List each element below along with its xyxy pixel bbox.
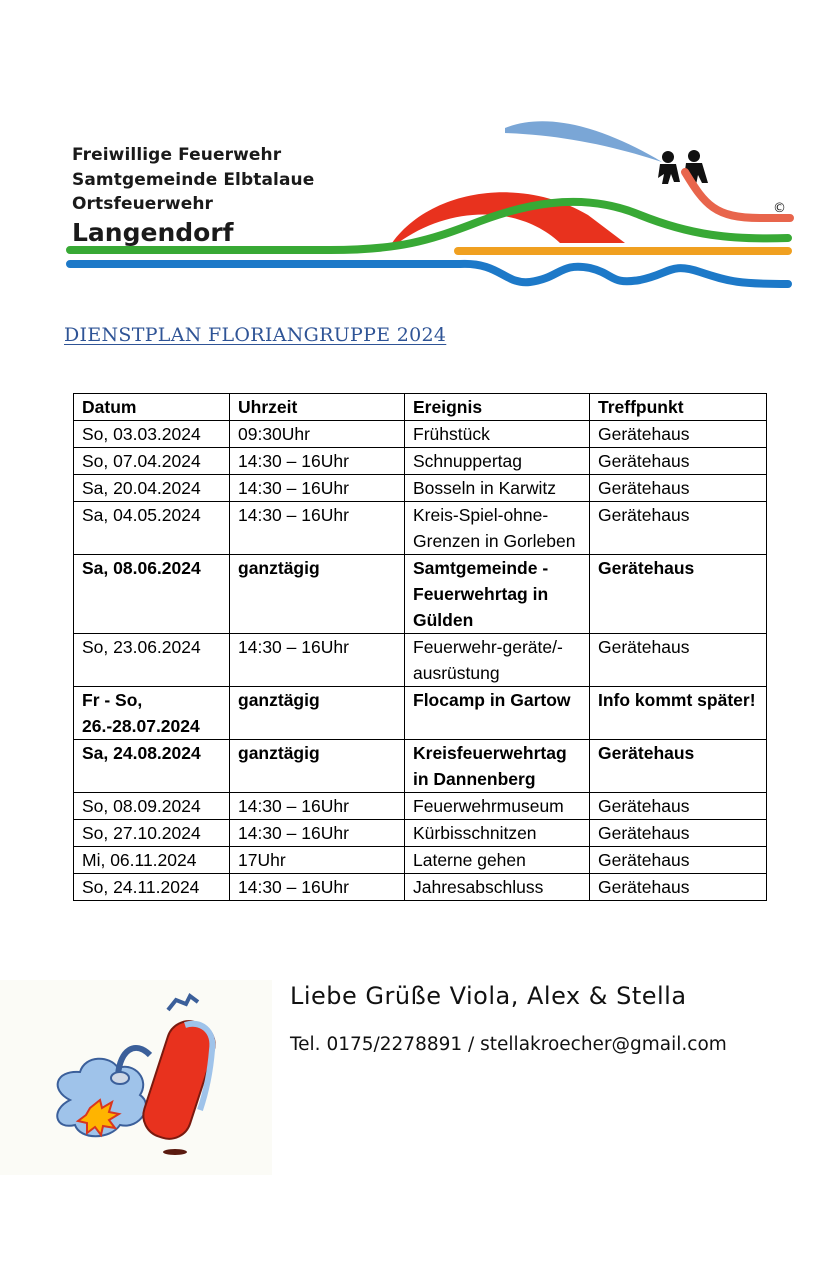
org-line-1: Freiwillige Feuerwehr bbox=[72, 145, 282, 165]
cell-treffpunkt: Gerätehaus bbox=[590, 448, 767, 475]
fire-extinguisher-illustration bbox=[0, 980, 272, 1175]
greeting-text: Liebe Grüße Viola, Alex & Stella bbox=[290, 982, 687, 1010]
cell-treffpunkt: Gerätehaus bbox=[590, 502, 767, 555]
cell-uhrzeit: ganztägig bbox=[230, 555, 405, 634]
org-line-3: Ortsfeuerwehr bbox=[72, 194, 214, 214]
cell-ereignis: Feuerwehrmuseum bbox=[405, 793, 590, 820]
cell-datum: So, 03.03.2024 bbox=[74, 421, 230, 448]
cell-datum: Fr - So, 26.-28.07.2024 bbox=[74, 687, 230, 740]
cell-datum: So, 27.10.2024 bbox=[74, 820, 230, 847]
cell-treffpunkt: Gerätehaus bbox=[590, 874, 767, 901]
header-datum: Datum bbox=[74, 394, 230, 421]
org-line-2: Samtgemeinde Elbtalaue bbox=[72, 169, 315, 190]
cell-treffpunkt: Gerätehaus bbox=[590, 740, 767, 793]
fire-extinguisher-icon bbox=[0, 980, 272, 1175]
table-row bbox=[74, 874, 767, 901]
cell-datum: Sa, 04.05.2024 bbox=[74, 502, 230, 555]
cell-ereignis: Kreisfeuerwehrtag in Dannenberg bbox=[405, 740, 590, 793]
cell-uhrzeit: 09:30Uhr bbox=[230, 421, 405, 448]
cell-treffpunkt: Gerätehaus bbox=[590, 634, 767, 687]
place-name: Langendorf bbox=[72, 217, 234, 247]
cell-uhrzeit: 14:30 – 16Uhr bbox=[230, 874, 405, 901]
contact-info: Tel. 0175/2278891 / stellakroecher@gmail.com bbox=[290, 1034, 727, 1055]
document-title: DIENSTPLAN FLORIANGRUPPE 2024 bbox=[64, 324, 447, 346]
cell-datum: So, 08.09.2024 bbox=[74, 793, 230, 820]
table-row bbox=[74, 740, 767, 793]
cell-treffpunkt: Gerätehaus bbox=[590, 820, 767, 847]
table-row bbox=[74, 847, 767, 874]
table-row bbox=[74, 793, 767, 820]
table-row bbox=[74, 475, 767, 502]
table-row bbox=[74, 448, 767, 475]
cell-treffpunkt: Gerätehaus bbox=[590, 847, 767, 874]
table-body bbox=[74, 421, 767, 901]
cell-ereignis: Laterne gehen bbox=[405, 847, 590, 874]
cell-treffpunkt: Info kommt später! bbox=[590, 687, 767, 740]
table-row bbox=[74, 820, 767, 847]
cell-ereignis: Schnuppertag bbox=[405, 448, 590, 475]
header-treffpunkt: Treffpunkt bbox=[590, 394, 767, 421]
table-row bbox=[74, 555, 767, 634]
firefighters-icon bbox=[658, 150, 708, 185]
cell-datum: So, 23.06.2024 bbox=[74, 634, 230, 687]
blue-wave bbox=[70, 264, 788, 284]
table-header-row bbox=[74, 394, 767, 421]
cell-ereignis: Kreis-Spiel-ohne-Grenzen in Gorleben bbox=[405, 502, 590, 555]
table-row bbox=[74, 687, 767, 740]
letterhead bbox=[0, 0, 828, 310]
cell-datum: Sa, 24.08.2024 bbox=[74, 740, 230, 793]
cell-uhrzeit: 14:30 – 16Uhr bbox=[230, 475, 405, 502]
cell-treffpunkt: Gerätehaus bbox=[590, 475, 767, 502]
table-row bbox=[74, 634, 767, 687]
cell-ereignis: Bosseln in Karwitz bbox=[405, 475, 590, 502]
cell-uhrzeit: 14:30 – 16Uhr bbox=[230, 820, 405, 847]
cell-ereignis: Frühstück bbox=[405, 421, 590, 448]
schedule-table bbox=[73, 393, 767, 901]
organization-name bbox=[72, 143, 314, 249]
cell-uhrzeit: 17Uhr bbox=[230, 847, 405, 874]
table-row bbox=[74, 502, 767, 555]
cell-datum: Sa, 20.04.2024 bbox=[74, 475, 230, 502]
header-uhrzeit: Uhrzeit bbox=[230, 394, 405, 421]
cell-treffpunkt: Gerätehaus bbox=[590, 421, 767, 448]
cell-datum: Sa, 08.06.2024 bbox=[74, 555, 230, 634]
cell-uhrzeit: 14:30 – 16Uhr bbox=[230, 448, 405, 475]
cell-treffpunkt: Gerätehaus bbox=[590, 793, 767, 820]
cell-ereignis: Kürbisschnitzen bbox=[405, 820, 590, 847]
cell-uhrzeit: ganztägig bbox=[230, 687, 405, 740]
cell-ereignis: Samtgemeinde - Feuerwehrtag in Gülden bbox=[405, 555, 590, 634]
cell-uhrzeit: ganztägig bbox=[230, 740, 405, 793]
cell-ereignis: Jahresabschluss bbox=[405, 874, 590, 901]
water-spray-shape bbox=[505, 121, 662, 162]
copyright-mark: © bbox=[773, 201, 786, 216]
cell-datum: So, 07.04.2024 bbox=[74, 448, 230, 475]
cell-datum: So, 24.11.2024 bbox=[74, 874, 230, 901]
header-ereignis: Ereignis bbox=[405, 394, 590, 421]
cell-ereignis: Feuerwehr-geräte/-ausrüstung bbox=[405, 634, 590, 687]
cell-uhrzeit: 14:30 – 16Uhr bbox=[230, 793, 405, 820]
cell-datum: Mi, 06.11.2024 bbox=[74, 847, 230, 874]
table-row bbox=[74, 421, 767, 448]
cell-ereignis: Flocamp in Gartow bbox=[405, 687, 590, 740]
cell-uhrzeit: 14:30 – 16Uhr bbox=[230, 634, 405, 687]
cell-uhrzeit: 14:30 – 16Uhr bbox=[230, 502, 405, 555]
cell-treffpunkt: Gerätehaus bbox=[590, 555, 767, 634]
